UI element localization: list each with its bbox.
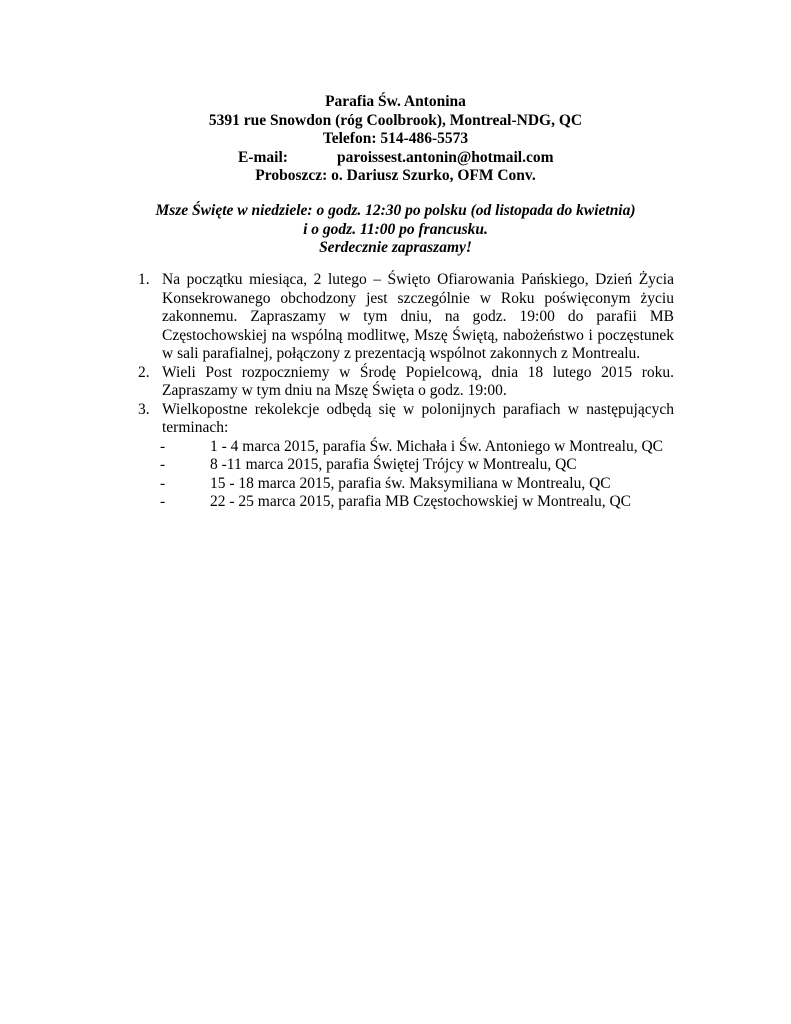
parish-name: Parafia Św. Antonina	[325, 93, 466, 110]
sub-list-dash: -	[160, 456, 166, 473]
list-item-text: Na początku miesiąca, 2 lutego – Święto Ofiarowania Pańskiego, Dzień Życia Konsekrowanego obchodzony jest szczególnie w Roku poświęconym życiu zakonnemu. Zapraszamy w tym dniu, na godz. 19:00 do parafii MB Częstochowskiej na wspólną modlitwę, Mszę Świętą, nabożeństwo i poczęstunek w sali parafialnej, połączony z prezentacją wspólnot zakonnych z Montrealu.	[162, 271, 674, 362]
announcements-list	[138, 271, 674, 512]
list-item	[138, 401, 674, 438]
parish-header	[0, 93, 791, 186]
list-item	[138, 271, 674, 364]
sub-list-text: 15 - 18 marca 2015, parafia św. Maksymiliana w Montrealu, QC	[210, 474, 611, 492]
list-item-number: 3.	[138, 400, 150, 418]
parish-address: 5391 rue Snowdon (róg Coolbrook), Montreal-NDG, QC	[208, 111, 583, 129]
sub-list-item	[138, 475, 674, 494]
list-item-number: 2.	[138, 363, 150, 381]
mass-schedule-line-1: Msze Święte w niedziele: o godz. 12:30 po polsku (od listopada do kwietnia)	[155, 202, 636, 219]
list-item-number: 1.	[138, 271, 150, 288]
sub-list-text: 1 - 4 marca 2015, parafia Św. Michała i Św. Antoniego w Montrealu, QC	[210, 437, 663, 455]
sub-list-item	[138, 456, 674, 475]
list-item-text: Wielkopostne rekolekcje odbędą się w polonijnych parafiach w następujących terminach:	[162, 400, 674, 436]
mass-schedule	[0, 202, 791, 258]
sub-list-text: 8 -11 marca 2015, parafia Świętej Trójcy w Montrealu, QC	[210, 456, 577, 473]
mass-schedule-line-2: i o godz. 11:00 po francusku.	[303, 220, 488, 238]
sub-list-dash: -	[160, 437, 166, 455]
email-address: paroissest.antonin@hotmail.com	[337, 148, 554, 166]
sub-list-item	[138, 438, 674, 457]
parish-phone: Telefon: 514-486-5573	[322, 130, 469, 147]
sub-list-text: 22 - 25 marca 2015, parafia MB Częstochowskiej w Montrealu, QC	[210, 493, 631, 510]
parish-email-line	[0, 149, 791, 168]
list-item	[138, 364, 674, 401]
parish-pastor: Proboszcz: o. Dariusz Szurko, OFM Conv.	[255, 167, 536, 184]
sub-list-dash: -	[160, 493, 166, 510]
mass-schedule-invitation: Serdecznie zapraszamy!	[319, 239, 472, 256]
list-item-text: Wieli Post rozpoczniemy w Środę Popielcową, dnia 18 lutego 2015 roku. Zapraszamy w tym dniu na Mszę Święta o godz. 19:00.	[162, 363, 674, 399]
sub-list-dash: -	[160, 474, 166, 492]
email-label: E-mail:	[238, 148, 288, 166]
sub-list-item	[138, 493, 674, 512]
